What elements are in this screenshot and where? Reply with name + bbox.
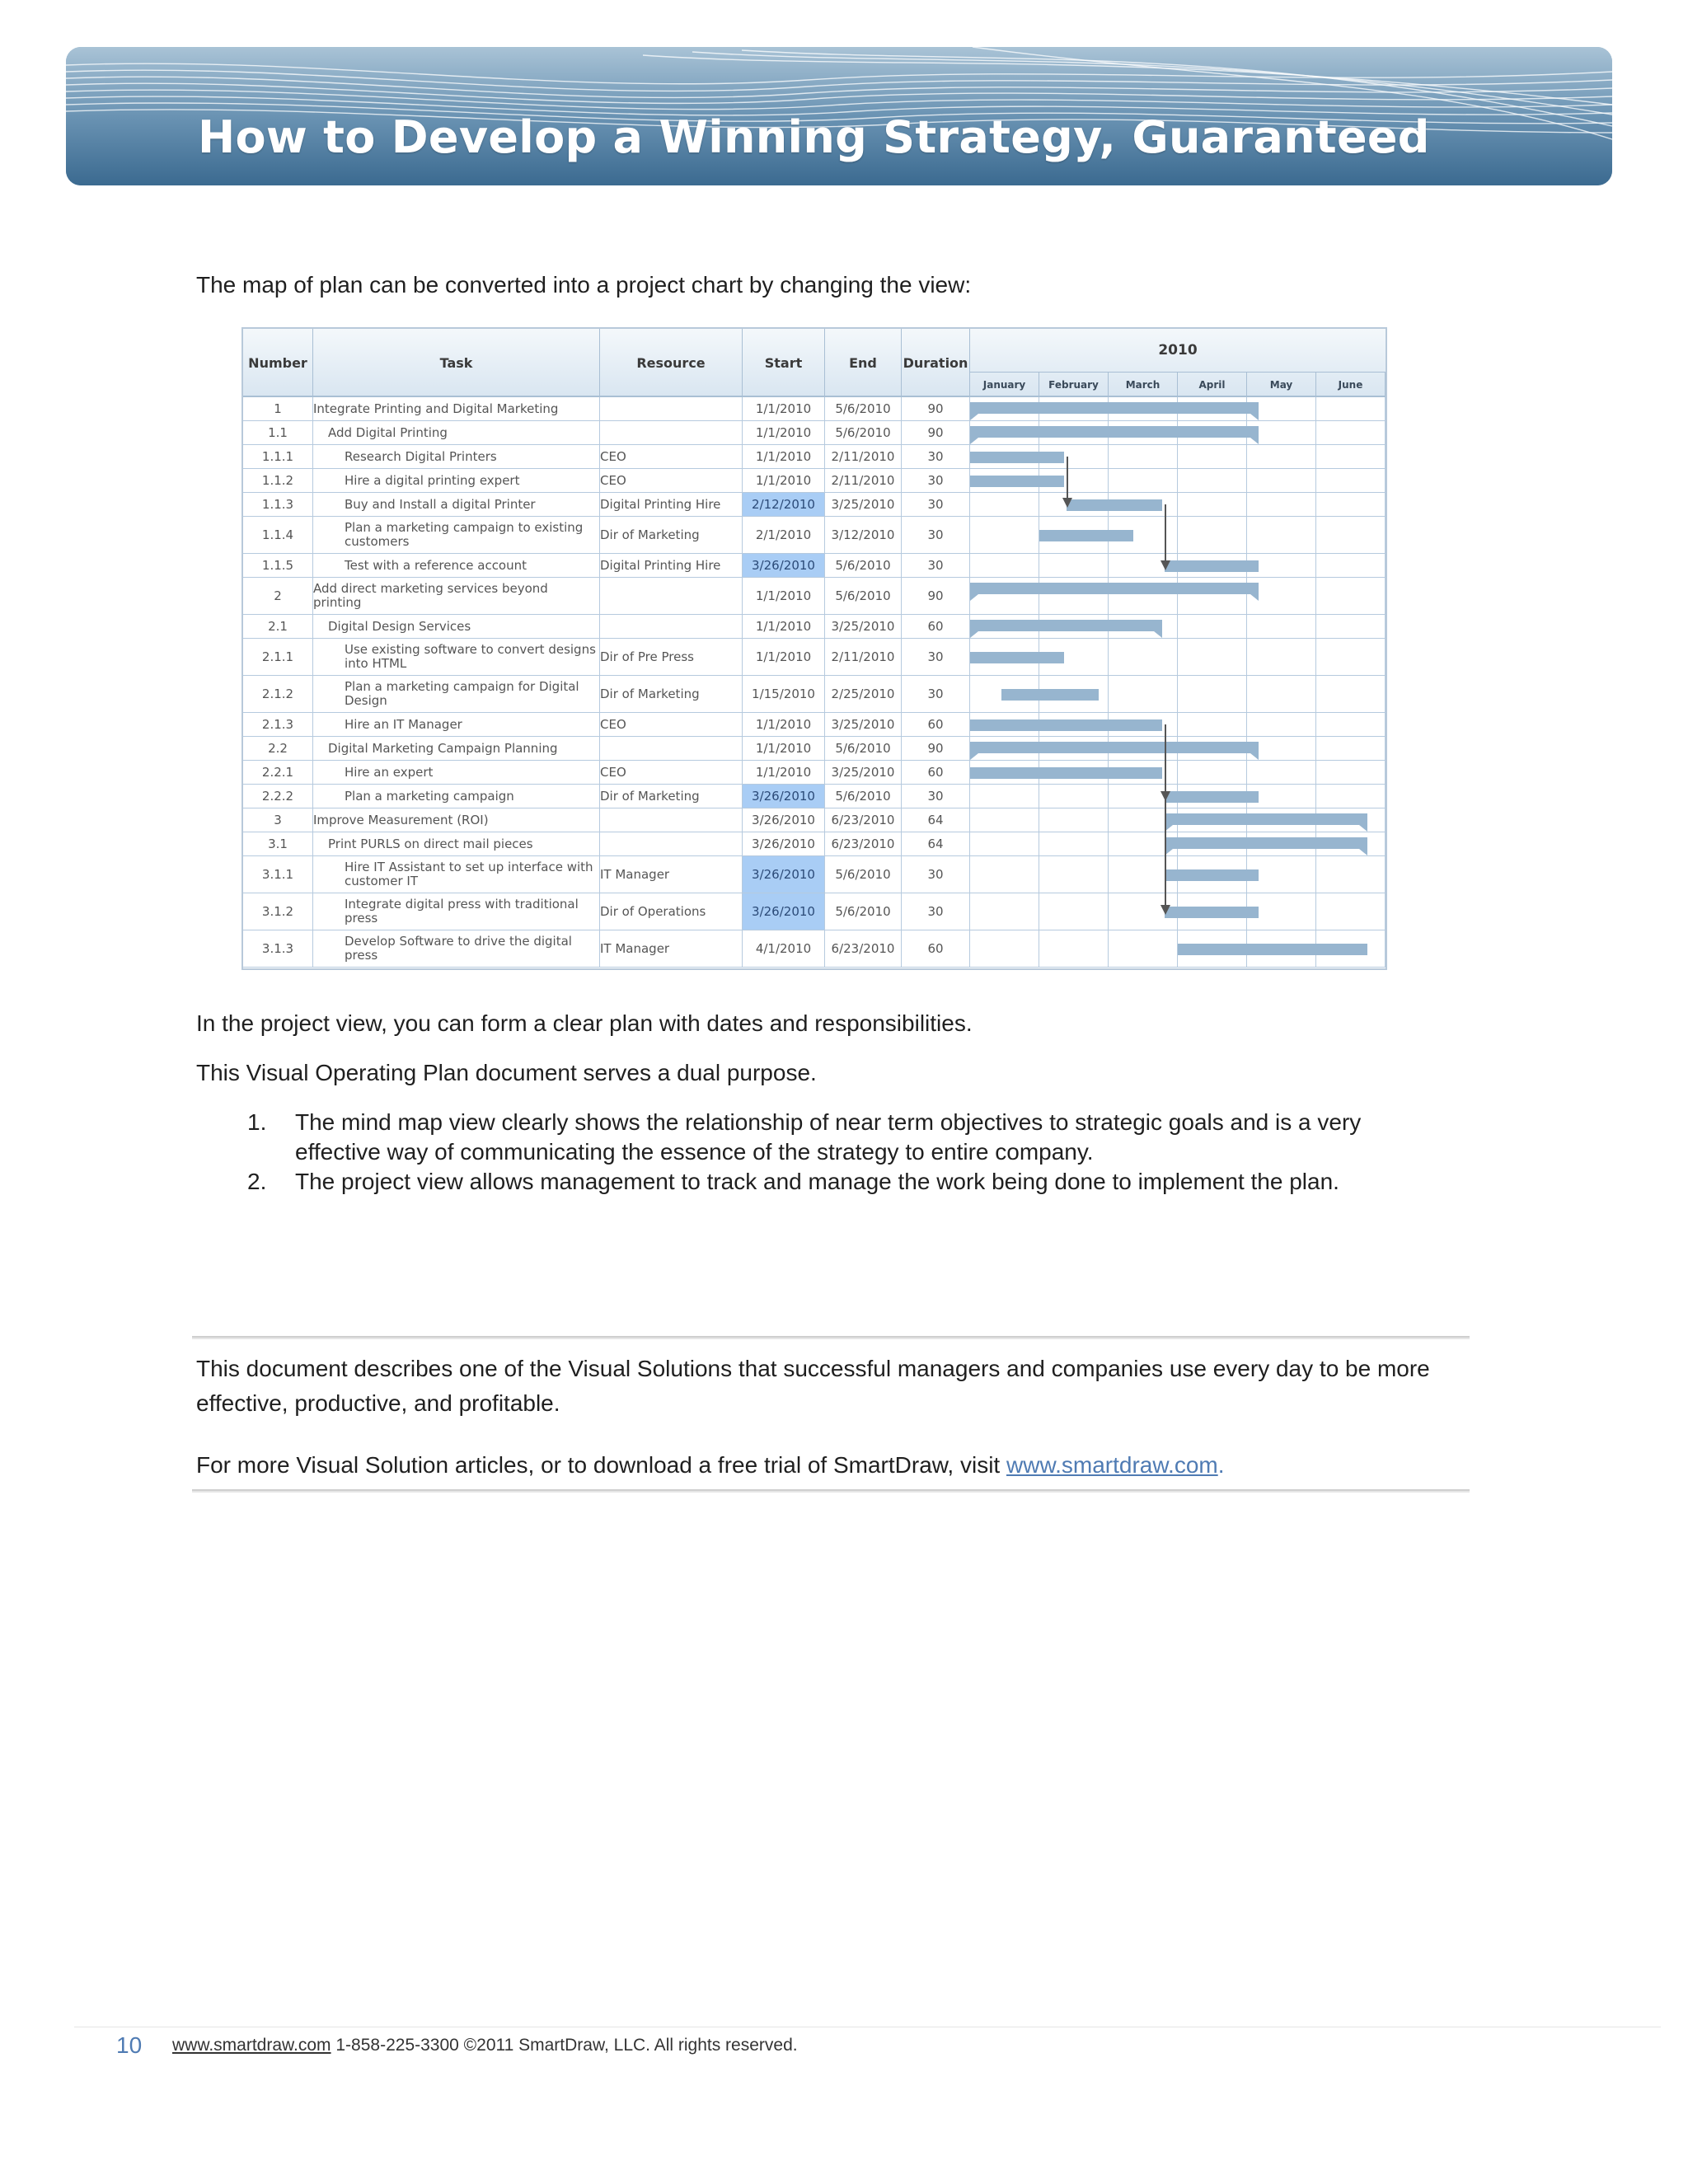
timeline-cell	[970, 832, 1039, 855]
cell-number: 1	[243, 397, 313, 420]
summary-bar	[970, 583, 1259, 594]
dependency-arrow	[1160, 905, 1170, 915]
cell-start: 2/12/2010	[743, 493, 825, 516]
table-row	[243, 445, 1386, 469]
timeline-cell	[1316, 493, 1386, 516]
cell-number: 3.1	[243, 832, 313, 855]
timeline-cell	[970, 554, 1039, 577]
cell-number: 2.1.2	[243, 676, 313, 712]
timeline-cell	[970, 808, 1039, 832]
month-label: February	[1039, 372, 1109, 397]
timeline-cell	[1316, 554, 1386, 577]
cell-duration: 64	[902, 808, 970, 832]
timeline-cell	[1039, 930, 1109, 967]
cell-task: Develop Software to drive the digital press	[313, 930, 600, 967]
timeline-cell	[1316, 676, 1386, 712]
cell-duration: 30	[902, 517, 970, 553]
cell-task: Add direct marketing services beyond printing	[313, 578, 600, 614]
cell-end: 6/23/2010	[825, 832, 902, 855]
cell-end: 5/6/2010	[825, 737, 902, 760]
summary-bar	[970, 402, 1259, 414]
timeline-cell	[1316, 615, 1386, 638]
cell-resource	[600, 808, 743, 832]
purpose-list	[247, 1108, 1451, 1197]
cell-resource: CEO	[600, 469, 743, 492]
cell-duration: 64	[902, 832, 970, 855]
list-item	[247, 1167, 1451, 1197]
month-label: March	[1109, 372, 1178, 397]
timeline-cell	[1316, 397, 1386, 420]
timeline-cell	[1178, 517, 1247, 553]
timeline-cell	[1316, 445, 1386, 468]
callout-more-prefix: For more Visual Solution articles, or to download a free trial of SmartDraw, visit	[196, 1452, 1006, 1478]
cell-resource: Dir of Marketing	[600, 517, 743, 553]
timeline-cell	[1247, 445, 1316, 468]
list-number: 2.	[247, 1169, 267, 1194]
timeline-cell	[1039, 893, 1109, 930]
timeline-cell	[1247, 713, 1316, 736]
cell-resource: IT Manager	[600, 856, 743, 893]
timeline-cell	[1316, 639, 1386, 675]
cell-number: 2.1.1	[243, 639, 313, 675]
task-bar	[970, 476, 1064, 487]
footer-text	[172, 2036, 798, 2055]
timeline-cell	[970, 493, 1039, 516]
task-bar	[1165, 560, 1259, 572]
cell-number: 1.1.5	[243, 554, 313, 577]
summary-bar	[970, 620, 1162, 631]
cell-duration: 30	[902, 639, 970, 675]
timeline-cell	[970, 785, 1039, 808]
callout-suffix: .	[1217, 1452, 1225, 1478]
timeline-cell	[1316, 761, 1386, 784]
cell-resource	[600, 421, 743, 444]
cell-number: 3.1.2	[243, 893, 313, 930]
task-bar	[970, 652, 1064, 663]
cell-start: 1/1/2010	[743, 737, 825, 760]
timeline-cell	[1178, 469, 1247, 492]
timeline-cell	[1178, 615, 1247, 638]
timeline-cell	[1247, 469, 1316, 492]
timeline-cell	[1109, 930, 1178, 967]
timeline-cell	[1316, 713, 1386, 736]
list-text: The project view allows management to track and manage the work being done to implement the plan.	[295, 1169, 1339, 1194]
cell-duration: 30	[902, 676, 970, 712]
divider	[192, 1489, 1470, 1493]
cell-start: 1/1/2010	[743, 397, 825, 420]
task-bar	[1067, 499, 1162, 511]
timeline-cell	[1247, 493, 1316, 516]
timeline-cell	[1109, 469, 1178, 492]
cell-end: 2/11/2010	[825, 639, 902, 675]
footer-link[interactable]: www.smartdraw.com	[172, 2036, 331, 2055]
cell-task: Digital Design Services	[313, 615, 600, 638]
month-label: May	[1247, 372, 1316, 397]
month-label: April	[1178, 372, 1247, 397]
intro-paragraph: The map of plan can be converted into a project chart by changing the view:	[196, 272, 972, 298]
timeline-cell	[1039, 808, 1109, 832]
cell-resource: Dir of Marketing	[600, 676, 743, 712]
cell-end: 5/6/2010	[825, 421, 902, 444]
cell-task: Hire a digital printing expert	[313, 469, 600, 492]
timeline-cell	[1316, 578, 1386, 614]
table-row	[243, 713, 1386, 737]
timeline-cell	[1316, 785, 1386, 808]
timeline-cell	[970, 517, 1039, 553]
cell-end: 5/6/2010	[825, 578, 902, 614]
cell-duration: 30	[902, 445, 970, 468]
timeline-cell	[1039, 554, 1109, 577]
cell-end: 3/25/2010	[825, 761, 902, 784]
cell-end: 5/6/2010	[825, 856, 902, 893]
cell-duration: 90	[902, 737, 970, 760]
cell-start: 3/26/2010	[743, 554, 825, 577]
timeline-cell	[1247, 615, 1316, 638]
cell-end: 2/11/2010	[825, 445, 902, 468]
dependency-line	[1067, 457, 1068, 501]
table-row	[243, 615, 1386, 639]
cell-start: 3/26/2010	[743, 893, 825, 930]
divider	[192, 1336, 1470, 1339]
cell-duration: 60	[902, 615, 970, 638]
cell-duration: 60	[902, 930, 970, 967]
cell-number: 3.1.3	[243, 930, 313, 967]
table-row	[243, 469, 1386, 493]
cell-end: 5/6/2010	[825, 397, 902, 420]
task-bar	[970, 767, 1162, 779]
timeline-cell	[1178, 761, 1247, 784]
project-view-paragraph: In the project view, you can form a clear plan with dates and responsibilities.	[196, 1010, 973, 1036]
list-text: The mind map view clearly shows the relationship of near term objectives to strategic goals and is a very effective way of communicating the essence of the strategy to entire company.	[295, 1109, 1362, 1165]
cell-start: 1/1/2010	[743, 639, 825, 675]
cell-start: 1/1/2010	[743, 578, 825, 614]
cell-end: 6/23/2010	[825, 930, 902, 967]
cell-number: 2.1	[243, 615, 313, 638]
cell-number: 1.1.3	[243, 493, 313, 516]
cell-resource	[600, 737, 743, 760]
table-row	[243, 493, 1386, 517]
col-header-task: Task	[313, 329, 600, 397]
page-title: How to Develop a Winning Strategy, Guaranteed	[198, 111, 1430, 163]
cell-resource: Digital Printing Hire	[600, 554, 743, 577]
timeline-cell	[1247, 761, 1316, 784]
cell-duration: 30	[902, 785, 970, 808]
cell-number: 2.2.2	[243, 785, 313, 808]
task-bar	[1165, 907, 1259, 918]
cell-task: Improve Measurement (ROI)	[313, 808, 600, 832]
task-bar	[1178, 944, 1367, 955]
timeline-cell	[1039, 785, 1109, 808]
timeline-cell	[1178, 713, 1247, 736]
cell-end: 5/6/2010	[825, 785, 902, 808]
timeline-cell	[1316, 469, 1386, 492]
cell-start: 1/1/2010	[743, 421, 825, 444]
dependency-arrow	[1160, 560, 1170, 570]
timeline-cell	[1178, 445, 1247, 468]
cell-task: Use existing software to convert designs into HTML	[313, 639, 600, 675]
timeline-cell	[1316, 517, 1386, 553]
cell-task: Hire IT Assistant to set up interface with customer IT	[313, 856, 600, 893]
timeline-cell	[970, 856, 1039, 893]
month-label: January	[970, 372, 1039, 397]
timeline-cell	[1109, 676, 1178, 712]
timeline-cell	[1178, 639, 1247, 675]
cell-resource	[600, 615, 743, 638]
dependency-line	[1165, 504, 1166, 564]
cell-number: 1.1.4	[243, 517, 313, 553]
cell-number: 1.1.2	[243, 469, 313, 492]
col-header-resource: Resource	[600, 329, 743, 397]
timeline-cell	[1247, 639, 1316, 675]
cell-duration: 30	[902, 554, 970, 577]
cell-duration: 90	[902, 397, 970, 420]
timeline-cell	[1316, 856, 1386, 893]
cell-start: 3/26/2010	[743, 785, 825, 808]
cell-number: 1.1.1	[243, 445, 313, 468]
cell-duration: 30	[902, 469, 970, 492]
summary-bar	[970, 426, 1259, 438]
cell-task: Buy and Install a digital Printer	[313, 493, 600, 516]
summary-bar	[970, 742, 1259, 753]
cell-duration: 60	[902, 713, 970, 736]
cell-start: 1/1/2010	[743, 469, 825, 492]
footer-rest: 1-858-225-3300 ©2011 SmartDraw, LLC. All rights reserved.	[331, 2036, 798, 2055]
task-bar	[970, 452, 1064, 463]
cell-duration: 30	[902, 893, 970, 930]
callout-text: This document describes one of the Visual Solutions that successful managers and companies use every day to be more effective, productive, and profitable.	[196, 1356, 1430, 1416]
cell-duration: 30	[902, 493, 970, 516]
summary-bar	[1165, 837, 1367, 849]
header-banner	[66, 47, 1612, 185]
cell-end: 3/25/2010	[825, 615, 902, 638]
cell-task: Integrate digital press with traditional press	[313, 893, 600, 930]
timeline-cell	[1247, 517, 1316, 553]
list-number: 1.	[247, 1109, 267, 1135]
cell-resource: Digital Printing Hire	[600, 493, 743, 516]
task-bar	[970, 719, 1162, 731]
task-bar	[1165, 869, 1259, 881]
cell-start: 4/1/2010	[743, 930, 825, 967]
cell-number: 1.1	[243, 421, 313, 444]
cell-number: 3.1.1	[243, 856, 313, 893]
dual-purpose-paragraph: This Visual Operating Plan document serves a dual purpose.	[196, 1060, 817, 1085]
timeline-cell	[1247, 676, 1316, 712]
cell-start: 1/1/2010	[743, 761, 825, 784]
cell-task: Hire an IT Manager	[313, 713, 600, 736]
cell-end: 5/6/2010	[825, 893, 902, 930]
cell-start: 1/15/2010	[743, 676, 825, 712]
cell-resource: CEO	[600, 713, 743, 736]
cell-start: 2/1/2010	[743, 517, 825, 553]
timeline-cell	[1109, 445, 1178, 468]
cell-number: 2.2	[243, 737, 313, 760]
cell-resource: IT Manager	[600, 930, 743, 967]
cell-task: Hire an expert	[313, 761, 600, 784]
page-number: 10	[116, 2032, 143, 2058]
cell-end: 3/12/2010	[825, 517, 902, 553]
col-header-end: End	[825, 329, 902, 397]
cell-start: 1/1/2010	[743, 615, 825, 638]
cell-resource	[600, 832, 743, 855]
task-bar	[1039, 530, 1133, 541]
cell-task: Test with a reference account	[313, 554, 600, 577]
cell-end: 3/25/2010	[825, 493, 902, 516]
month-label: June	[1316, 372, 1386, 397]
cell-duration: 90	[902, 421, 970, 444]
cell-task: Print PURLS on direct mail pieces	[313, 832, 600, 855]
table-row	[243, 676, 1386, 713]
task-bar	[1165, 791, 1259, 803]
cell-end: 5/6/2010	[825, 554, 902, 577]
task-bar	[1001, 689, 1099, 701]
cell-number: 2.2.1	[243, 761, 313, 784]
cell-task: Add Digital Printing	[313, 421, 600, 444]
cell-resource: Dir of Operations	[600, 893, 743, 930]
year-label: 2010	[1158, 342, 1198, 359]
cell-task: Plan a marketing campaign to existing customers	[313, 517, 600, 553]
cell-end: 2/11/2010	[825, 469, 902, 492]
cell-start: 3/26/2010	[743, 808, 825, 832]
cell-task: Integrate Printing and Digital Marketing	[313, 397, 600, 420]
col-header-duration: Duration	[902, 329, 970, 397]
cell-number: 2.1.3	[243, 713, 313, 736]
smartdraw-link[interactable]: www.smartdraw.com	[1006, 1452, 1218, 1478]
timeline-cell	[970, 893, 1039, 930]
cell-number: 3	[243, 808, 313, 832]
timeline-cell	[970, 930, 1039, 967]
cell-start: 3/26/2010	[743, 832, 825, 855]
cell-start: 3/26/2010	[743, 856, 825, 893]
gantt-header	[243, 329, 1386, 397]
cell-duration: 30	[902, 856, 970, 893]
dependency-line	[1165, 724, 1166, 794]
timeline-cell	[1178, 493, 1247, 516]
cell-number: 2	[243, 578, 313, 614]
cell-resource: Dir of Marketing	[600, 785, 743, 808]
cell-start: 1/1/2010	[743, 713, 825, 736]
cell-duration: 60	[902, 761, 970, 784]
cell-resource	[600, 578, 743, 614]
table-row	[243, 639, 1386, 676]
col-header-number: Number	[243, 329, 313, 397]
cell-resource	[600, 397, 743, 420]
dependency-arrow	[1062, 498, 1072, 508]
cell-task: Research Digital Printers	[313, 445, 600, 468]
cell-end: 2/25/2010	[825, 676, 902, 712]
callout-more	[196, 1451, 1225, 1480]
cell-duration: 90	[902, 578, 970, 614]
cell-start: 1/1/2010	[743, 445, 825, 468]
list-item	[247, 1108, 1451, 1167]
dependency-line	[1165, 796, 1166, 908]
col-header-start: Start	[743, 329, 825, 397]
timeline-cell	[1316, 421, 1386, 444]
cell-end: 6/23/2010	[825, 808, 902, 832]
table-row	[243, 761, 1386, 785]
cell-end: 3/25/2010	[825, 713, 902, 736]
cell-resource: Dir of Pre Press	[600, 639, 743, 675]
timeline-cell	[1316, 893, 1386, 930]
cell-task: Plan a marketing campaign for Digital Design	[313, 676, 600, 712]
cell-resource: CEO	[600, 445, 743, 468]
summary-bar	[1165, 813, 1367, 825]
timeline-cell	[1039, 832, 1109, 855]
timeline-cell	[1039, 856, 1109, 893]
gantt-chart	[241, 327, 1387, 970]
timeline-cell	[1109, 639, 1178, 675]
cell-resource: CEO	[600, 761, 743, 784]
cell-task: Plan a marketing campaign	[313, 785, 600, 808]
table-row	[243, 517, 1386, 554]
timeline-cell	[1178, 676, 1247, 712]
timeline-cell	[1316, 737, 1386, 760]
cell-task: Digital Marketing Campaign Planning	[313, 737, 600, 760]
